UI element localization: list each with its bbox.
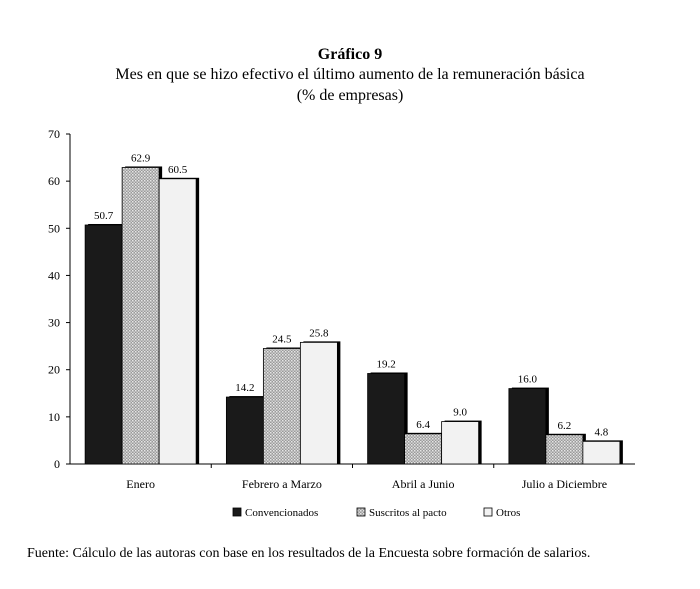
legend-swatch (233, 508, 241, 516)
y-tick-label: 10 (48, 409, 60, 424)
y-tick-label: 40 (48, 268, 60, 283)
bar (546, 435, 583, 464)
x-category-label: Julio a Diciembre (521, 477, 608, 491)
y-tick-label: 70 (48, 127, 60, 141)
bar-value-label: 16.0 (517, 373, 537, 386)
bar-value-label: 60.5 (168, 163, 188, 176)
chart-subtitle-units: (% de empresas) (296, 87, 404, 104)
bar (226, 397, 263, 464)
y-tick-label: 50 (48, 221, 60, 236)
bar (583, 441, 620, 464)
chart-title: Gráfico 9 (317, 46, 383, 63)
bar (442, 422, 479, 464)
y-tick-label: 30 (48, 315, 60, 330)
bar-value-label: 9.0 (453, 406, 467, 419)
bar (368, 373, 405, 464)
y-tick-label: 60 (48, 174, 60, 189)
bars-group (85, 163, 623, 464)
legend-label: Suscritos al pacto (369, 507, 447, 519)
legend-swatch (357, 508, 365, 516)
bar (85, 225, 122, 464)
bar-value-label: 62.9 (131, 152, 151, 165)
source-note: Fuente: Cálculo de las autoras con base en los resultados de la Encuesta sobre formación de salarios. (27, 546, 591, 561)
y-tick-label: 0 (54, 457, 60, 471)
bar (159, 179, 196, 464)
legend-label: Convencionados (245, 507, 319, 519)
x-category-label: Febrero a Marzo (241, 477, 322, 491)
bar-value-label: 6.2 (557, 419, 572, 432)
bar (509, 389, 546, 464)
bar-value-label: 25.8 (309, 327, 329, 340)
legend (233, 507, 520, 519)
bar-value-label: 14.2 (235, 382, 255, 395)
bar (300, 342, 337, 464)
x-category-label: Abril a Junio (391, 477, 455, 491)
legend-label: Otros (496, 507, 521, 519)
bar-value-label: 4.8 (594, 426, 609, 439)
bar-value-label: 6.4 (416, 418, 430, 431)
bar (122, 167, 159, 464)
legend-swatch (484, 508, 492, 516)
x-category-label: Enero (126, 477, 155, 491)
bar-value-label: 50.7 (94, 209, 114, 222)
bar (263, 349, 300, 465)
bar-value-label: 24.5 (272, 333, 292, 346)
bar-value-label: 19.2 (376, 358, 396, 371)
bar (405, 434, 442, 464)
chart-subtitle: Mes en que se hizo efectivo el último aumento de la remuneración básica (115, 66, 585, 83)
y-tick-label: 20 (48, 362, 60, 377)
